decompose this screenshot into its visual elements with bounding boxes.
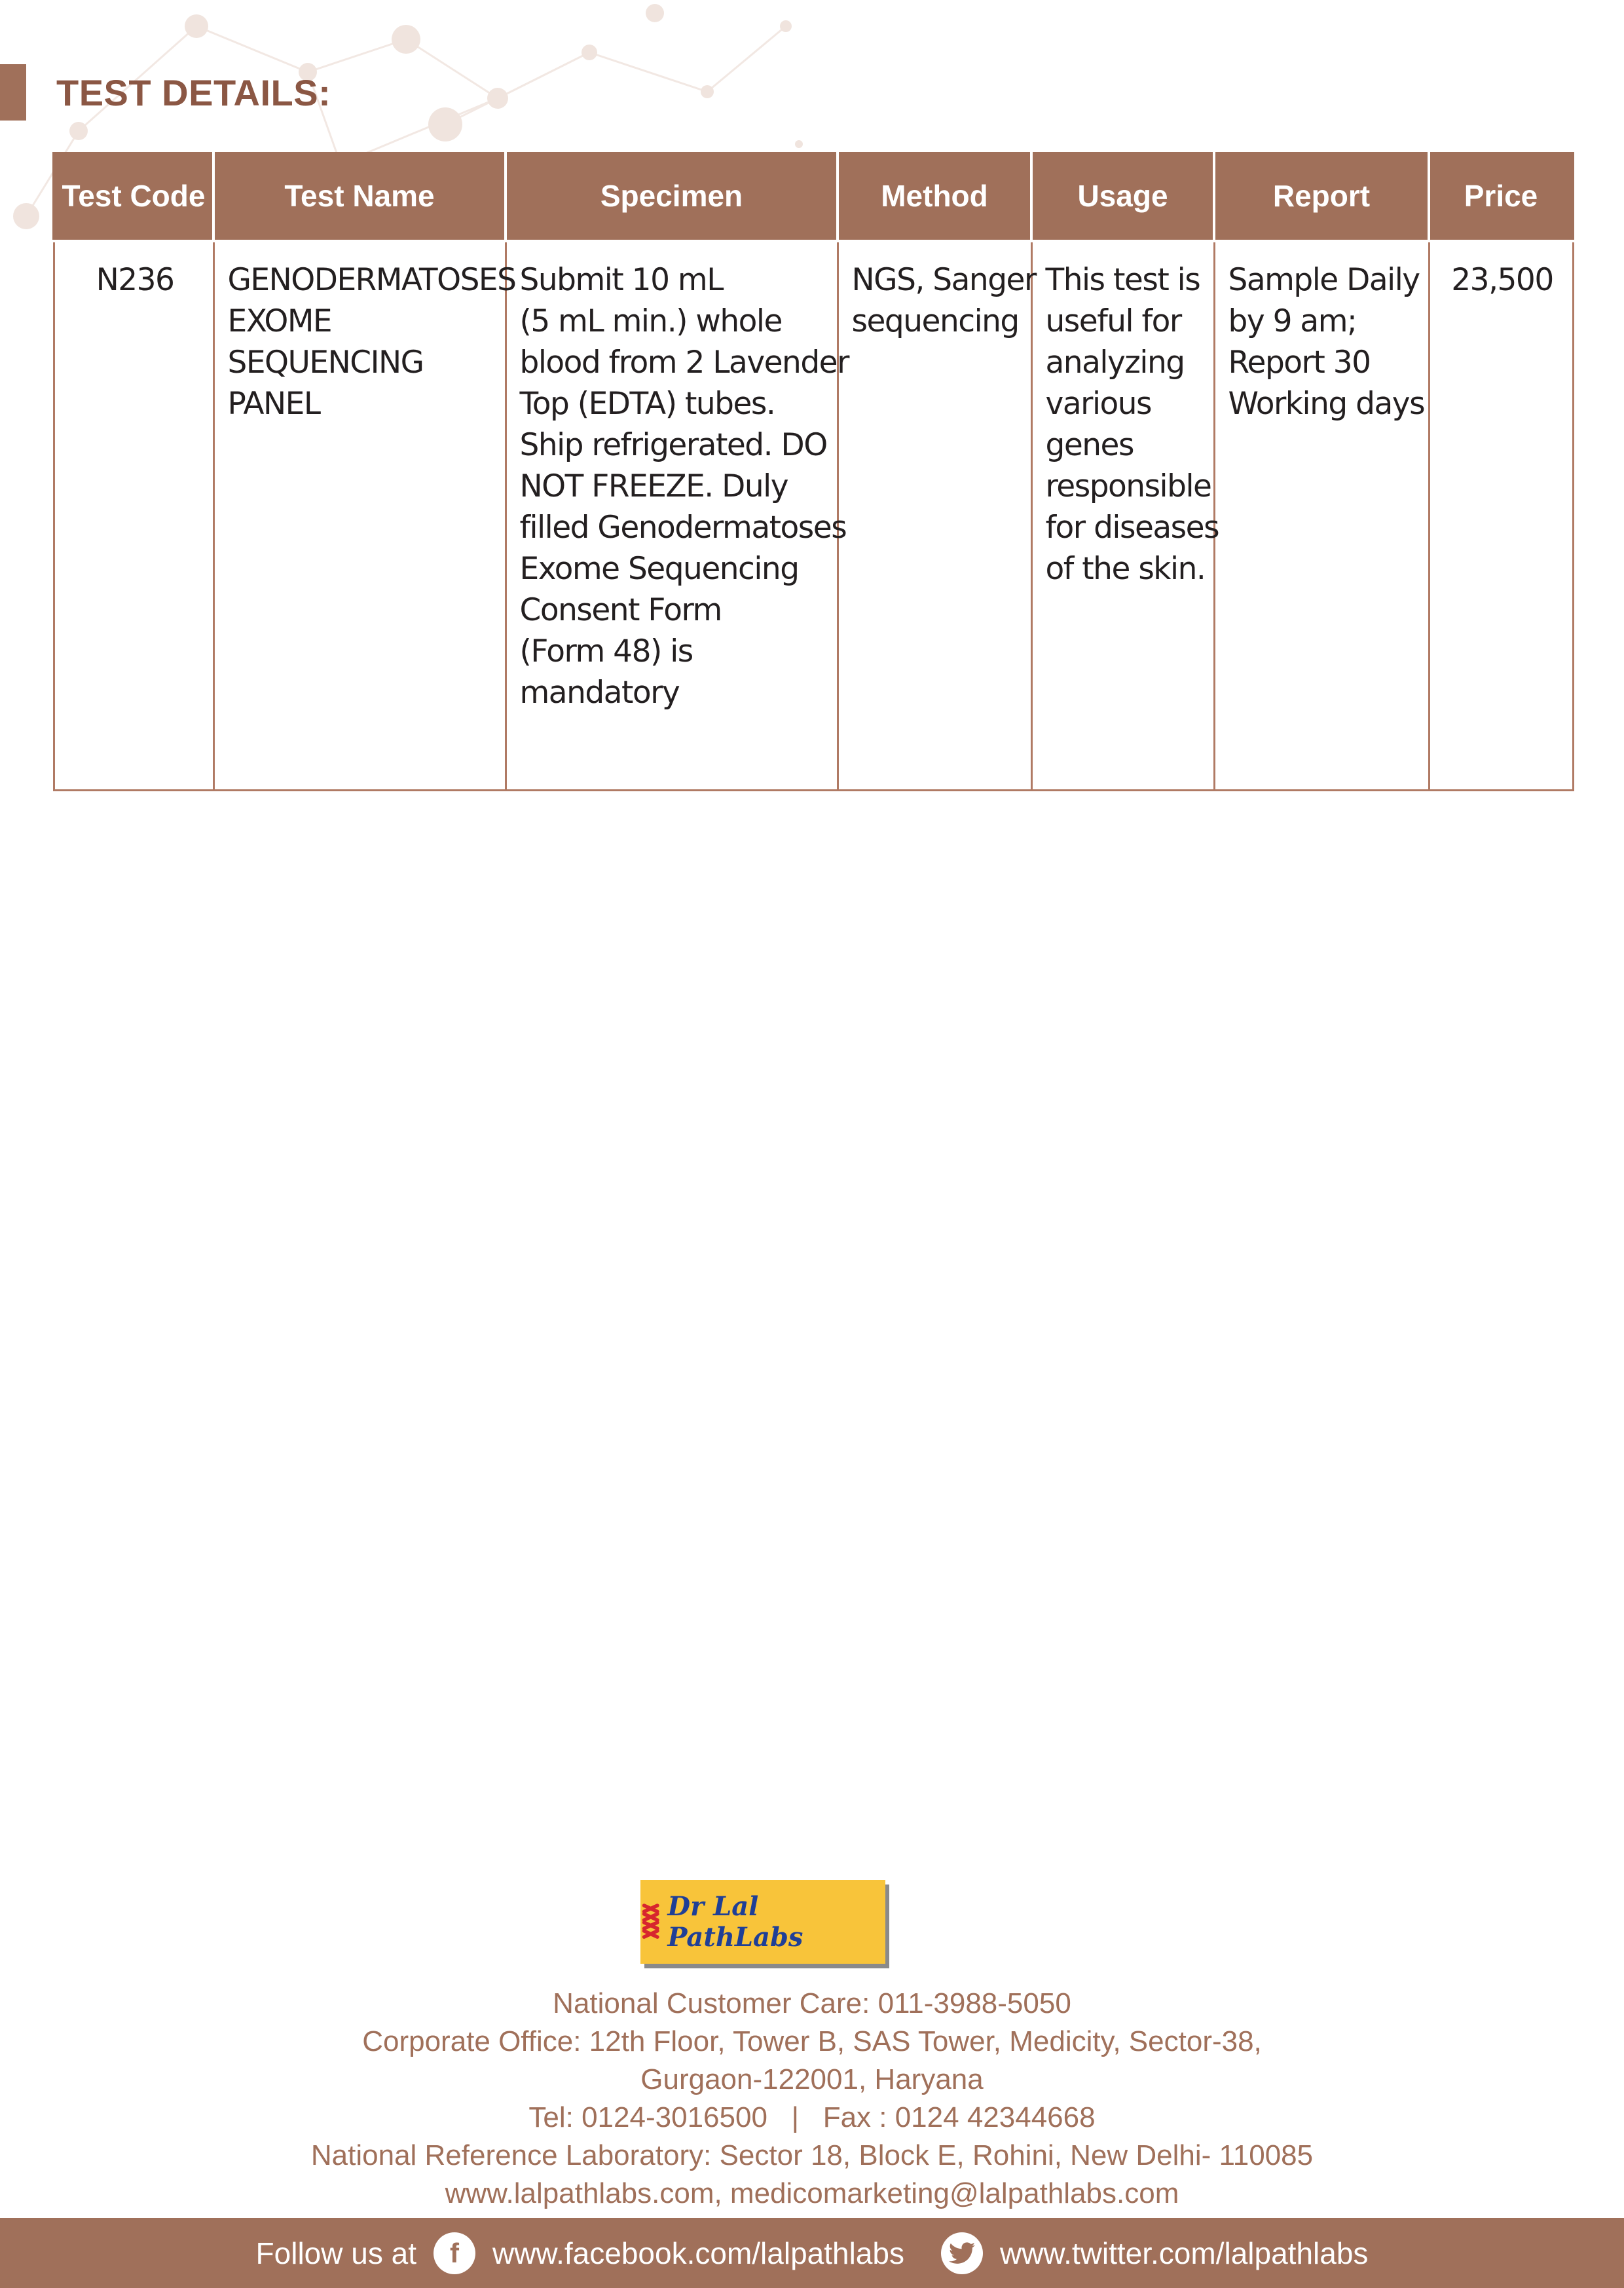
test-name-line: EXOME — [227, 303, 332, 339]
test-details-table — [52, 152, 1574, 791]
header-test-name: Test Name — [213, 152, 506, 241]
facebook-icon[interactable]: f — [434, 2232, 475, 2274]
tel-fax: Tel: 0124-3016500 | Fax : 0124 42344668 — [528, 2101, 1096, 2133]
cell-price: 23,500 — [1429, 241, 1573, 791]
usage-line: for diseases — [1045, 510, 1219, 546]
specimen-line: NOT FREEZE. Duly — [519, 468, 788, 504]
report-line: Sample Daily — [1228, 262, 1420, 298]
table-header-row — [54, 152, 1573, 241]
test-name-line: GENODERMATOSES — [227, 262, 516, 298]
specimen-line: Consent Form — [519, 592, 722, 628]
twitter-link[interactable]: www.twitter.com/lalpathlabs — [999, 2236, 1369, 2270]
facebook-link[interactable]: www.facebook.com/lalpathlabs — [492, 2236, 904, 2270]
section-marker — [0, 64, 26, 121]
usage-line: responsible — [1045, 468, 1211, 504]
section-heading — [0, 64, 331, 121]
contact-block — [0, 1985, 1624, 2213]
specimen-line: Submit 10 mL — [519, 262, 723, 298]
header-report: Report — [1214, 152, 1429, 241]
specimen-line: blood from 2 Lavender — [519, 345, 849, 381]
cell-report — [1214, 241, 1429, 791]
usage-line: useful for — [1045, 303, 1181, 339]
header-usage: Usage — [1031, 152, 1214, 241]
specimen-line: (Form 48) is — [519, 633, 693, 669]
specimen-line: filled Genodermatoses — [519, 510, 847, 546]
footer-social-bar — [0, 2218, 1624, 2288]
cell-specimen — [506, 241, 849, 791]
usage-line: analyzing — [1045, 345, 1185, 381]
cell-test-name — [213, 241, 516, 791]
test-name-line: PANEL — [227, 386, 320, 422]
cell-test-code: N236 — [54, 241, 213, 791]
table-row — [54, 241, 1573, 791]
usage-line: various — [1045, 386, 1152, 422]
header-specimen: Specimen — [506, 152, 838, 241]
website-email[interactable]: www.lalpathlabs.com, medicomarketing@lalpathlabs.com — [445, 2177, 1179, 2209]
usage-line: This test is — [1045, 262, 1200, 298]
report-line: Working days — [1228, 386, 1425, 422]
dr-lal-pathlabs-logo — [640, 1880, 885, 1964]
specimen-line: mandatory — [519, 675, 680, 711]
customer-care: National Customer Care: 011-3988-5050 — [553, 1987, 1071, 2019]
method-line: sequencing — [851, 303, 1019, 339]
reference-lab: National Reference Laboratory: Sector 18, Block E, Rohini, New Delhi- 110085 — [310, 2139, 1314, 2171]
report-line: by 9 am; — [1228, 303, 1357, 339]
corporate-office-line-2: Gurgaon-122001, Haryana — [640, 2063, 984, 2095]
header-method: Method — [838, 152, 1031, 241]
report-line: Report 30 — [1228, 345, 1371, 381]
helix-icon — [640, 1899, 661, 1945]
header-price: Price — [1429, 152, 1573, 241]
specimen-line: Exome Sequencing — [519, 551, 799, 587]
specimen-line: Ship refrigerated. DO — [519, 427, 827, 463]
specimen-line: Top (EDTA) tubes. — [519, 386, 775, 422]
logo-text: Dr Lal PathLabs — [667, 1891, 803, 1953]
usage-line: genes — [1045, 427, 1134, 463]
method-line: NGS, Sanger — [851, 262, 1036, 298]
follow-label: Follow us at — [255, 2236, 416, 2270]
corporate-office-line-1: Corporate Office: 12th Floor, Tower B, SAS Tower, Medicity, Sector-38, — [362, 2025, 1262, 2057]
cell-method — [838, 241, 1036, 791]
twitter-icon[interactable] — [941, 2232, 983, 2274]
header-test-code: Test Code — [54, 152, 213, 241]
test-name-line: SEQUENCING — [227, 345, 424, 381]
specimen-line: (5 mL min.) whole — [519, 303, 782, 339]
cell-usage — [1031, 241, 1219, 791]
usage-line: of the skin. — [1045, 551, 1206, 587]
section-title: TEST DETAILS: — [56, 71, 331, 113]
